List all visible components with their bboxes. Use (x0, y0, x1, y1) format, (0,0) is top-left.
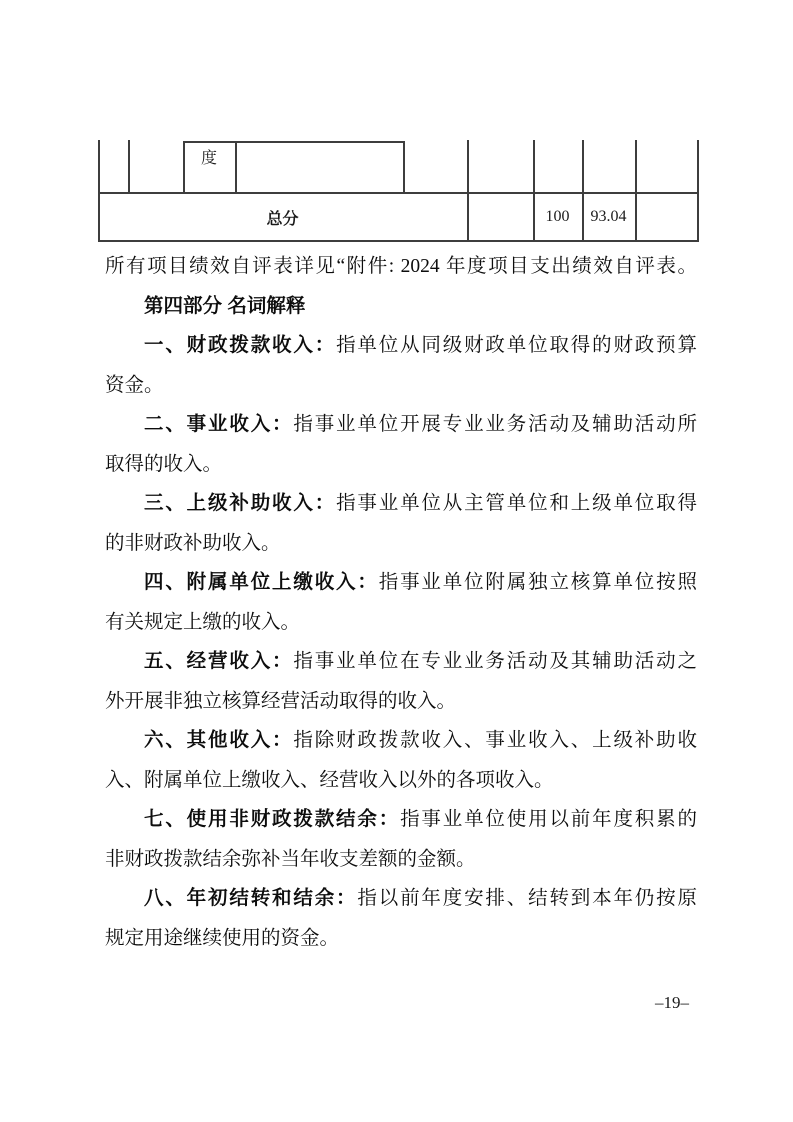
term-continuation: 非财政拨款结余弥补当年收支差额的金额。 (105, 848, 476, 870)
page-number: –19– (655, 993, 689, 1012)
intro-line: 所有项目绩效自评表详见“附件: 2024 年度项目支出绩效自评表。 (105, 256, 697, 277)
table-border-line (635, 140, 637, 194)
term-line (105, 879, 697, 919)
table-border-line (235, 141, 237, 194)
term-continuation: 入、附属单位上缴收入、经营收入以外的各项收入。 (105, 769, 554, 791)
term-label: 五、经营收入： (144, 651, 294, 672)
term-continuation: 取得的收入。 (105, 453, 223, 475)
table-cell-empty (635, 194, 697, 240)
term-line (105, 800, 697, 840)
term-definition: 指以前年度安排、结转到本年仍按原 (357, 888, 697, 909)
term-continuation: 资金。 (105, 374, 164, 396)
table-border-line (467, 140, 469, 194)
term-line (105, 484, 697, 524)
table-border-line (98, 140, 100, 194)
table-cell-du: 度 (200, 150, 217, 167)
term-definition: 指事业单位附属独立核算单位按照 (378, 572, 697, 593)
term-label: 二、事业收入： (144, 414, 294, 435)
table-bottom-border (98, 240, 699, 242)
term-definition: 指事业单位使用以前年度积累的 (400, 809, 697, 830)
body-text (105, 247, 697, 958)
table-border-line (697, 140, 699, 194)
term-label: 八、年初结转和结余： (144, 888, 358, 909)
table-cell-total-score: 93.04 (590, 208, 627, 225)
term-line (105, 642, 697, 682)
term-line (105, 326, 697, 366)
table-border-line (582, 140, 584, 194)
table-cell-total-weight: 100 (545, 208, 570, 225)
term-continuation: 有关规定上缴的收入。 (105, 611, 301, 633)
term-continuation: 外开展非独立核算经营活动取得的收入。 (105, 690, 457, 712)
table-border-line (533, 140, 535, 194)
table-border-line (403, 141, 405, 194)
term-definition: 指事业单位开展专业业务活动及辅助活动所 (293, 414, 697, 435)
table-border-line (697, 192, 699, 241)
table-cell-empty (467, 194, 533, 240)
term-definition: 指除财政拨款收入、事业收入、上级补助收 (293, 730, 697, 751)
term-continuation: 规定用途继续使用的资金。 (105, 927, 340, 949)
term-definition: 指单位从同级财政单位取得的财政预算 (336, 335, 697, 356)
term-label: 一、财政拨款收入： (144, 335, 337, 356)
term-definition: 指事业单位在专业业务活动及其辅助活动之 (293, 651, 697, 672)
term-line (105, 563, 697, 603)
table-cell-total-label: 总分 (266, 210, 299, 228)
term-label: 六、其他收入： (144, 730, 294, 751)
term-label: 三、上级补助收入： (144, 493, 337, 514)
score-table-fragment (98, 140, 699, 243)
section-heading: 第四部分 名词解释 (144, 294, 306, 317)
term-definition: 指事业单位从主管单位和上级单位取得 (336, 493, 697, 514)
term-line (105, 405, 697, 445)
table-border-line (128, 140, 130, 194)
term-label: 七、使用非财政拨款结余： (144, 809, 401, 830)
term-line (105, 721, 697, 761)
term-label: 四、附属单位上缴收入： (144, 572, 379, 593)
term-continuation: 的非财政补助收入。 (105, 532, 281, 554)
